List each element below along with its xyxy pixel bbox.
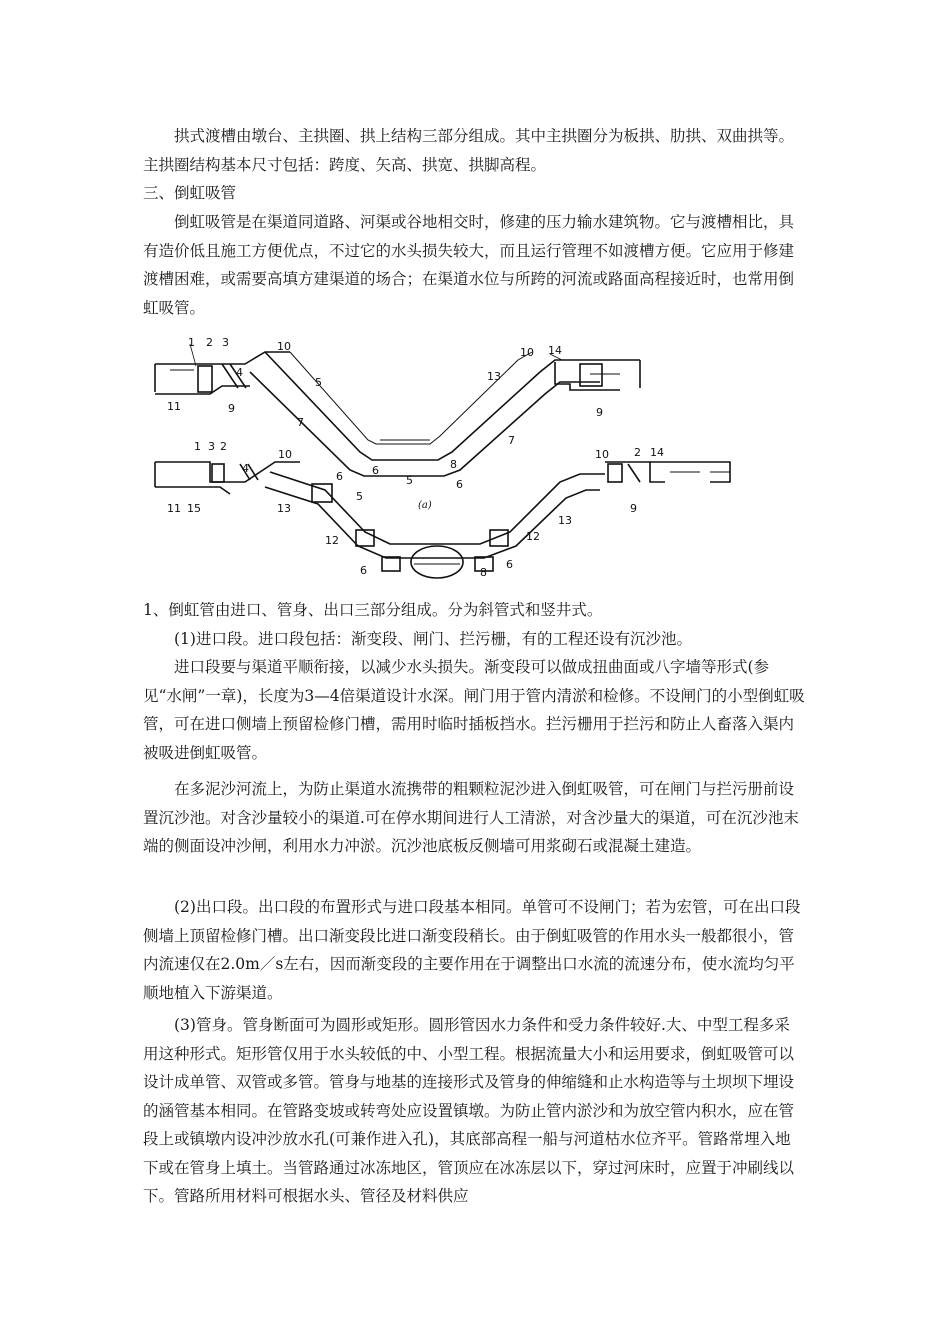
fig-label: 1 bbox=[188, 336, 195, 349]
fig-label: 10 bbox=[277, 340, 291, 353]
fig-label: 10 bbox=[278, 448, 292, 461]
fig-label: 11 bbox=[167, 502, 181, 515]
paragraph-inlet-detail: 进口段要与渠道平顺衔接，以减少水头损失。渐变段可以做成扭曲面或八字墙等形式(参见“水闸”一章)，长度为3—4倍渠道设计水深。闸门用于管内清淤和检修。不设闸门的小型倒虹吸管，可在进口侧墙上预留检修门槽，需用时临时插板挡水。拦污栅用于拦污和防止人畜落入渠内被吸进倒虹吸管。 bbox=[143, 658, 805, 762]
fig-label: 6 bbox=[336, 470, 343, 483]
section-heading-inverted-siphon: 三、倒虹吸管 bbox=[143, 184, 237, 202]
fig-label: 2 bbox=[206, 336, 213, 349]
figure-labels bbox=[167, 336, 664, 579]
fig-label: 5 bbox=[406, 474, 413, 487]
fig-label: 3 bbox=[222, 336, 229, 349]
fig-label: 10 bbox=[595, 448, 609, 461]
paragraph-arch-aqueduct: 拱式渡槽由墩台、主拱圈、拱上结构三部分组成。其中主拱圈分为板拱、肋拱、双曲拱等。主拱圈结构基本尺寸包括：跨度、矢高、拱宽、拱脚高程。 bbox=[143, 127, 795, 174]
fig-label: 14 bbox=[548, 344, 562, 357]
fig-label: 6 bbox=[506, 558, 513, 571]
fig-label: 6 bbox=[372, 464, 379, 477]
fig-label: 8 bbox=[450, 458, 457, 471]
fig-label: 4 bbox=[242, 462, 249, 475]
paragraph-siphon-intro: 倒虹吸管是在渠道同道路、河渠或谷地相交时，修建的压力输水建筑物。它与渡槽相比，具有造价低且施工方便优点，不过它的水头损失较大，而且运行管理不如渡槽方便。它应用于修建渡槽困难，或需要高填方建渠道的场合；在渠道水位与所跨的河流或路面高程接近时，也常用倒虹吸管。 bbox=[143, 213, 795, 317]
fig-label: 12 bbox=[526, 530, 540, 543]
paragraph-sediment-basin: 在多泥沙河流上，为防止渠道水流携带的粗颗粒泥沙进入倒虹吸管，可在闸门与拦污册前设置沉沙池。对含沙量较小的渠道.可在停水期间进行人工清淤，对含沙量大的渠道，可在沉沙池末端的侧面设冲沙闸，利用水力冲淤。沉沙池底板反侧墙可用浆砌石或混凝土建造。 bbox=[143, 780, 799, 855]
fig-label: 10 bbox=[520, 346, 534, 359]
fig-label: 3 bbox=[208, 440, 215, 453]
inverted-siphon-figure bbox=[150, 332, 800, 602]
fig-label: 9 bbox=[228, 402, 235, 415]
fig-label: 5 bbox=[315, 376, 322, 389]
siphon-diagram bbox=[150, 332, 800, 602]
fig-label: 4 bbox=[236, 366, 243, 379]
paragraph-pipe-body: (3)管身。管身断面可为圆形或矩形。圆形管因水力条件和受力条件较好.大、中型工程多采用这种形式。矩形管仅用于水头较低的中、小型工程。根据流量大小和运用要求，倒虹吸管可以设计成单管、双管或多管。管身与地基的连接形式及管身的伸缩缝和止水构造等与土坝坝下埋设的涵管基本相同。在管路变坡或转弯处应设置镇墩。为防止管内淤沙和为放空管内积水，应在管段上或镇墩内设冲沙放水孔(可兼作进入孔)，其底部高程一船与河道枯水位齐平。管路常埋入地下或在管身上填土。当管路通过冰冻地区，管顶应在冰冻层以下，穿过河床时，应置于冲刷线以下。管路所用材料可根据水头、管径及材料供应 bbox=[143, 1016, 795, 1205]
fig-label: 9 bbox=[596, 406, 603, 419]
fig-label: 2 bbox=[220, 440, 227, 453]
fig-label: 13 bbox=[277, 502, 291, 515]
fig-label: 2 bbox=[634, 446, 641, 459]
fig-label: 15 bbox=[187, 502, 201, 515]
paragraph-inlet-section: (1)进口段。进口段包括：渐变段、闸门、拦污栅，有的工程还设有沉沙池。 bbox=[174, 630, 692, 648]
paragraph-outlet-section: (2)出口段。出口段的布置形式与进口段基本相同。单管可不设闸门；若为宏管，可在出口段侧墙上顶留检修门槽。出口渐变段比进口渐变段稍长。由于倒虹吸管的作用水头一般都很小，管内流速仅在2.0m／s左右，因而渐变段的主要作用在于调整出口水流的流速分布，使水流均匀平顺地植入下游渠道。 bbox=[143, 898, 801, 1002]
fig-label: 6 bbox=[456, 478, 463, 491]
fig-label: 5 bbox=[356, 490, 363, 503]
fig-label: 8 bbox=[480, 566, 487, 579]
fig-label: 9 bbox=[630, 502, 637, 515]
fig-label: 14 bbox=[650, 446, 664, 459]
fig-label: 7 bbox=[297, 416, 304, 429]
fig-label: 11 bbox=[167, 400, 181, 413]
fig-label: 6 bbox=[360, 564, 367, 577]
fig-label: 1 bbox=[194, 440, 201, 453]
paragraph-siphon-components: 1、倒虹管由进口、管身、出口三部分组成。分为斜管式和竖井式。 bbox=[143, 601, 603, 619]
fig-label: 12 bbox=[325, 534, 339, 547]
figure-caption: (a) bbox=[418, 500, 432, 511]
fig-label: 13 bbox=[487, 370, 501, 383]
fig-label: 13 bbox=[558, 514, 572, 527]
fig-label: 7 bbox=[508, 434, 515, 447]
